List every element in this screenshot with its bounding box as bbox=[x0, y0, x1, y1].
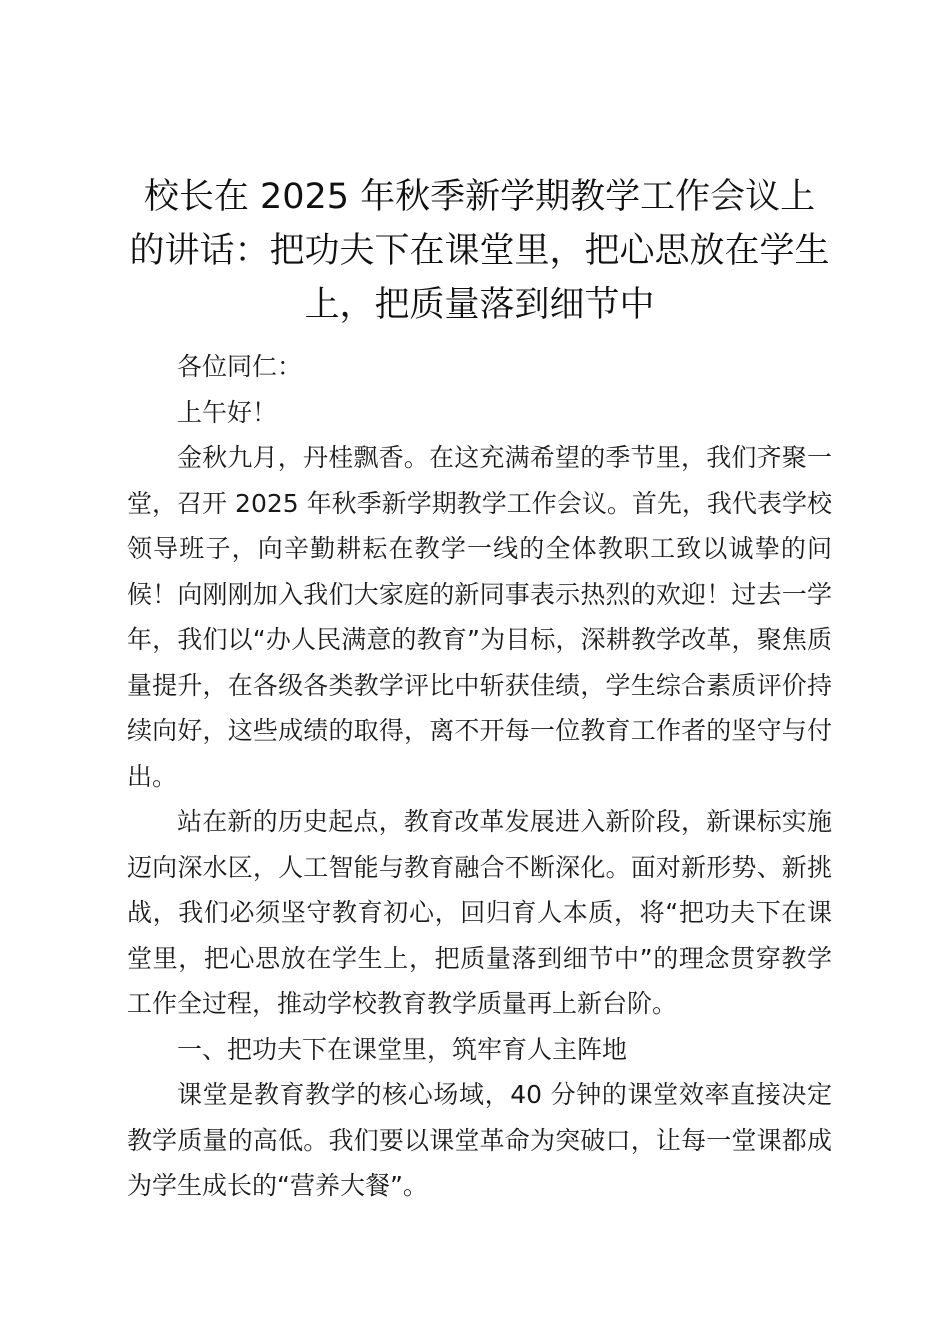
section-heading-1: 一、把功夫下在课堂里，筑牢育人主阵地 bbox=[177, 1034, 628, 1064]
document-title: 校长在 2025 年秋季新学期教学工作会议上的讲话：把功夫下在课堂里，把心思放在学生上，把质量落到细节中 bbox=[129, 177, 830, 325]
paragraph-opening: 金秋九月，丹桂飘香。在这充满希望的季节里，我们齐聚一堂，召开 2025 年秋季新学期教学工作会议。首先，我代表学校领导班子，向辛勤耕耘在教学一线的全体教职工致以诚挚的问候！向刚刚加入我们大家庭的新同事表示热烈的欢迎！过去一学年，我们以“办人民满意的教育”为目标，深耕教学改革，聚焦质量提升，在各级各类教学评比中斩获佳绩，学生综合素质评价持续向好，这些成绩的取得，离不开每一位教育工作者的坚守与付出。 bbox=[127, 443, 832, 791]
section-1-paragraph: 课堂是教育教学的核心场域，40 分钟的课堂效率直接决定教学质量的高低。我们要以课堂革命为突破口，让每一堂课都成为学生成长的“营养大餐”。 bbox=[127, 1080, 832, 1200]
salutation: 各位同仁： bbox=[177, 352, 303, 381]
paragraph-new-stage: 站在新的历史起点，教育改革发展进入新阶段，新课标实施迈向深水区，人工智能与教育融合不断深化。面对新形势、新挑战，我们必须坚守教育初心，回归育人本质，将“把功夫下在课堂里，把心思放在学生上，把质量落到细节中”的理念贯穿教学工作全过程，推动学校教育教学质量再上新台阶。 bbox=[127, 807, 832, 1018]
document-content bbox=[127, 170, 832, 1209]
greeting: 上午好！ bbox=[177, 397, 278, 427]
